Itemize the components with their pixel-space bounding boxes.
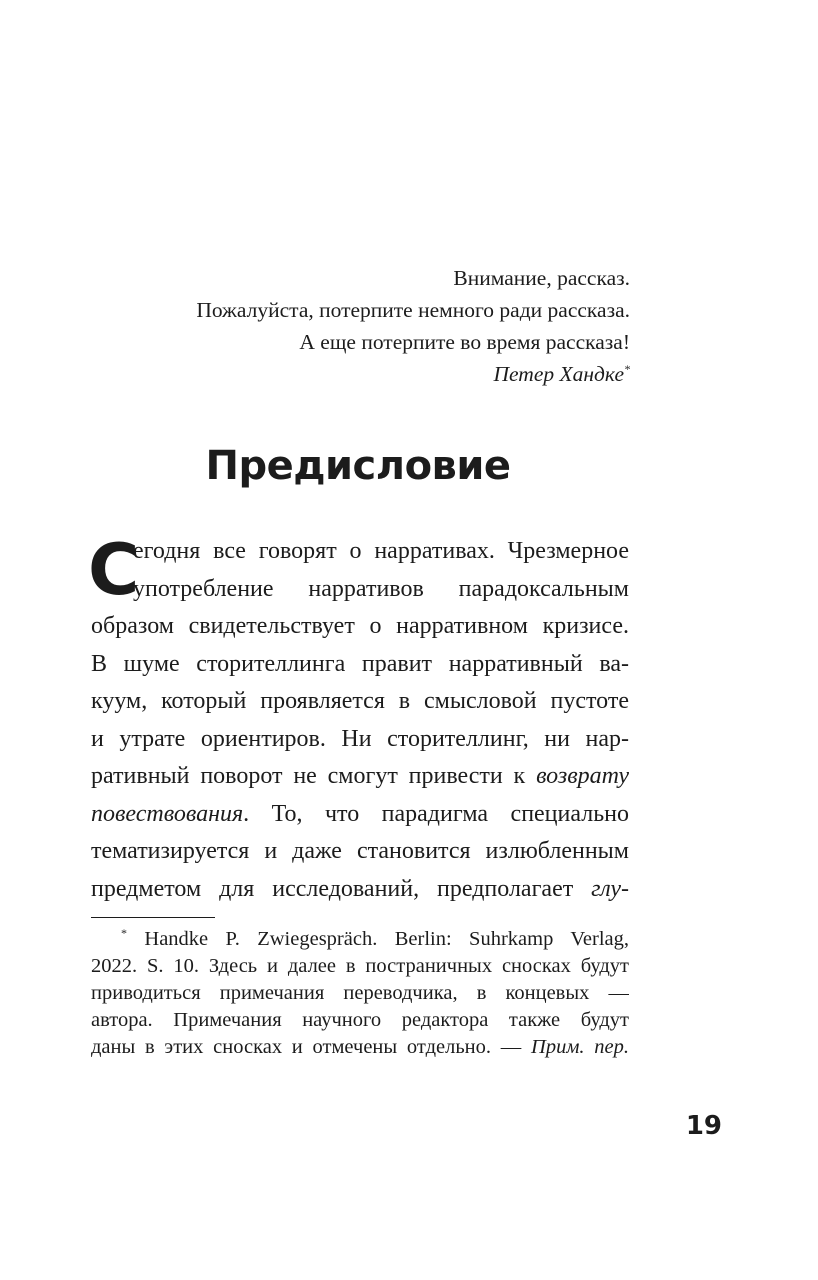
footnote-line: автора. Примечания научного редактора также будут <box>91 1009 629 1031</box>
footnote-line <box>91 926 629 953</box>
footnote-mark: * <box>121 926 127 941</box>
page-number: 19 <box>685 1111 722 1141</box>
footnote-line: приводиться примечания переводчика, в концевых — <box>91 982 629 1004</box>
epigraph-author-name: Петер Хандке <box>493 362 624 386</box>
epigraph-author <box>70 358 630 390</box>
epigraph-line-3: А еще потерпите во время рассказа! <box>299 330 630 354</box>
body-line <box>91 796 629 834</box>
body-line: образом свидетельствует о нарративном кризисе. <box>91 613 629 639</box>
footnote-line <box>91 1034 629 1061</box>
body-italic-phrase: глу- <box>591 875 629 902</box>
body-line: куум, который проявляется в смысловой пустоте <box>91 688 629 714</box>
chapter-title: Предисловие <box>205 443 511 489</box>
footnote-italic: Прим. пер. <box>531 1036 629 1058</box>
body-line: егодня все говорят о нарративах. Чрезмерное <box>133 538 629 564</box>
footnote <box>91 926 629 1061</box>
body-italic-phrase: возврату <box>536 763 629 789</box>
body-line: тематизируется и даже становится излюбленным <box>91 838 629 864</box>
body-line <box>91 758 629 796</box>
footnote-divider <box>91 917 215 918</box>
body-line: употребление нарративов парадоксальным <box>133 575 629 602</box>
epigraph <box>70 262 630 390</box>
epigraph-line-1: Внимание, рассказ. <box>453 266 630 290</box>
body-line-text: . То, что парадигма специально <box>243 800 629 827</box>
epigraph-line-2: Пожалуйста, потерпите немного ради рассказа. <box>196 298 630 322</box>
footnote-line: 2022. S. 10. Здесь и далее в постраничных сносках будут <box>91 955 629 977</box>
body-line: В шуме сторителлинга правит нарративный ва- <box>91 650 629 677</box>
footnote-line-text: Handke P. Zwiegespräch. Berlin: Suhrkamp Verlag, <box>144 928 629 950</box>
epigraph-footnote-mark: * <box>624 361 630 376</box>
drop-cap: С <box>88 529 140 611</box>
body-line-text: предметом для исследований, предполагает <box>91 875 574 902</box>
footnote-line-text: даны в этих сносках и отмечены отдельно. — <box>91 1036 522 1058</box>
body-line <box>91 871 629 909</box>
body-italic-phrase: повествования <box>91 800 244 827</box>
body-line-text: ративный поворот не смогут привести к <box>91 763 526 789</box>
body-line: и утрате ориентиров. Ни сторителлинг, ни нар- <box>91 725 629 752</box>
body-paragraph <box>88 529 629 908</box>
